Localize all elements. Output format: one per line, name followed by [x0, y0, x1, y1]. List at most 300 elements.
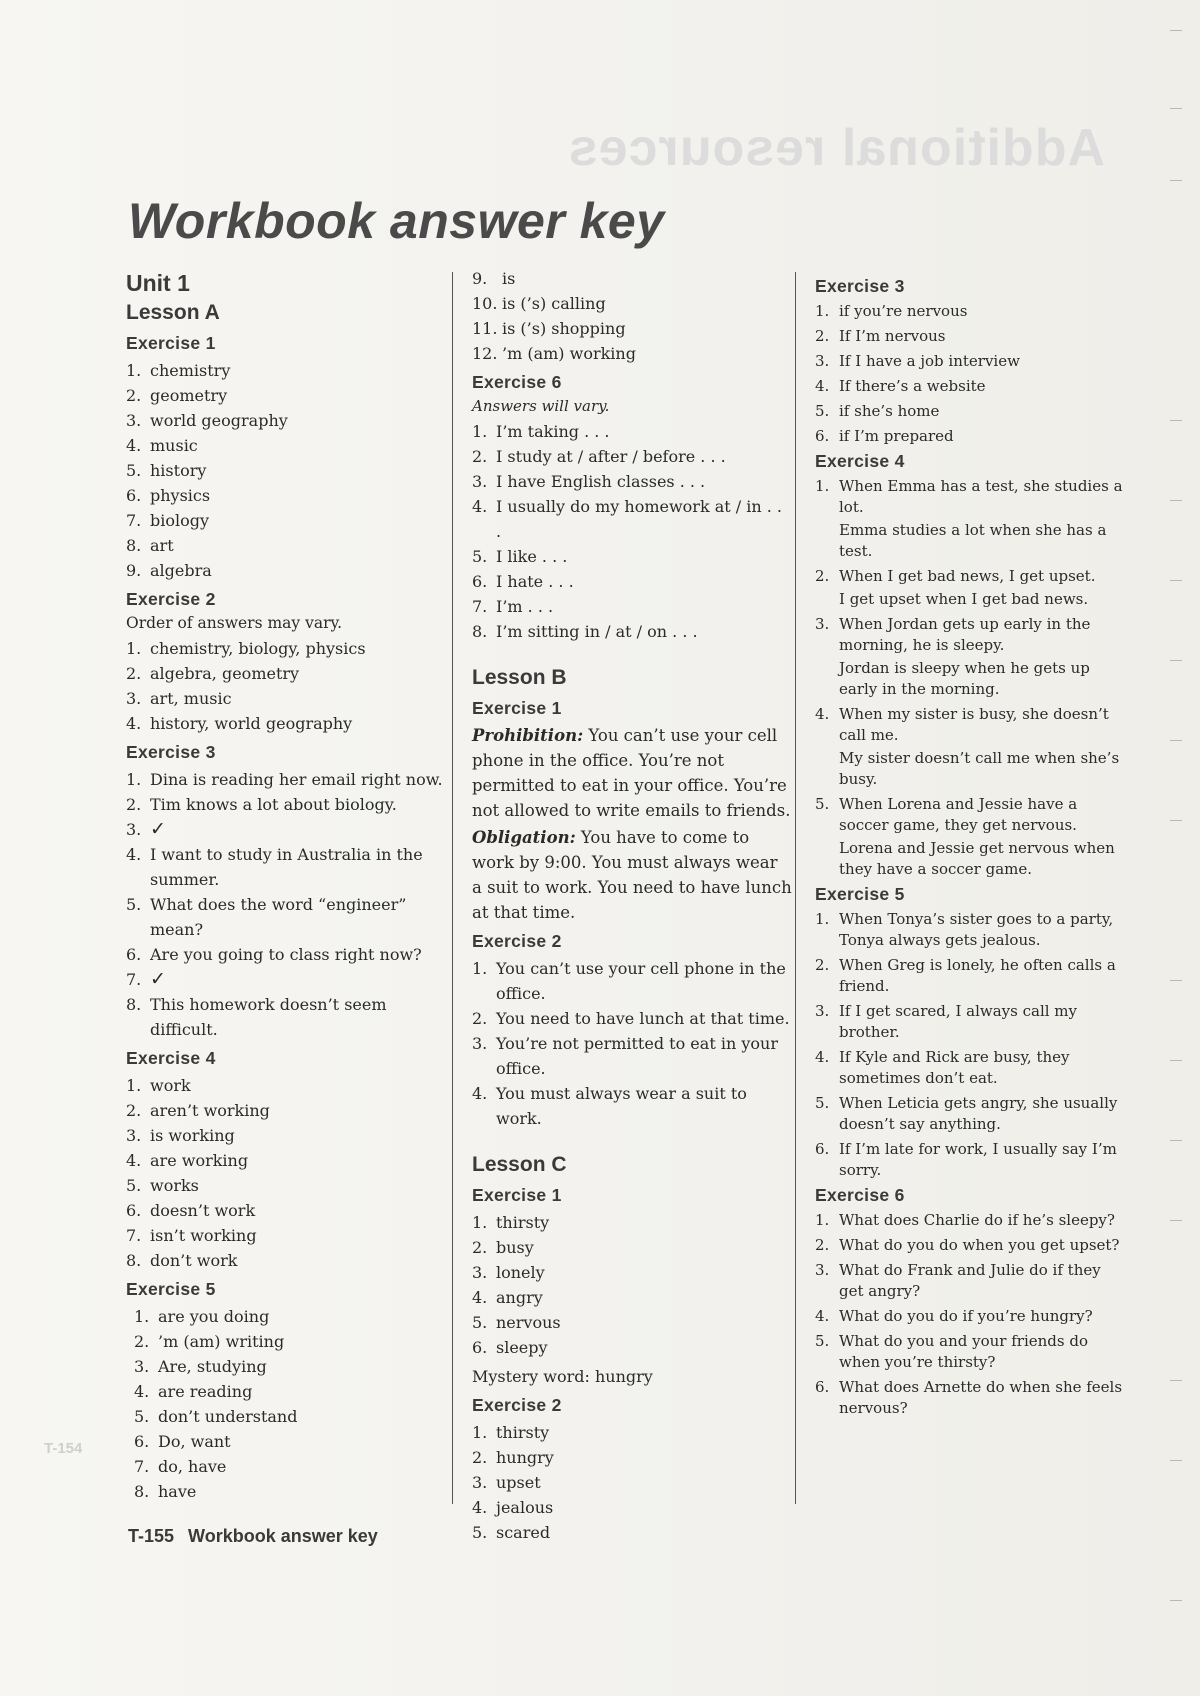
answer-number: 5. — [815, 402, 830, 420]
answer-text: chemistry — [150, 361, 231, 380]
answer-item — [472, 341, 792, 366]
answer-text: sleepy — [496, 1338, 548, 1357]
footer-label: Workbook answer key — [188, 1526, 378, 1546]
answer-item — [472, 1031, 792, 1081]
answer-number: 8. — [126, 1251, 142, 1270]
answer-text: When Emma has a test, she studies a lot. — [839, 477, 1123, 516]
answer-number: 1. — [126, 361, 142, 380]
answer-item — [815, 401, 1125, 422]
lesson-b-heading: Lesson B — [472, 666, 567, 689]
column-divider-1 — [452, 272, 453, 1504]
answer-number: 4. — [472, 1084, 488, 1103]
answer-text: don’t understand — [158, 1407, 298, 1426]
answer-item — [472, 494, 792, 544]
answer-item — [815, 1001, 1125, 1043]
answer-number: 3. — [472, 1263, 488, 1282]
show-through-title: Additional resources — [567, 119, 1105, 177]
answer-text: When Lorena and Jessie have a soccer game, they get nervous. — [839, 795, 1078, 834]
answer-number: 11. — [472, 319, 498, 338]
answer-item — [815, 476, 1125, 518]
answer-number: 2. — [126, 664, 142, 683]
answer-number: 2. — [472, 1448, 488, 1467]
answer-text: What do you do when you get upset? — [839, 1236, 1120, 1254]
answer-text: if she’s home — [839, 402, 940, 420]
answer-item — [126, 1098, 446, 1123]
answer-text: music — [150, 436, 198, 455]
answer-number: 3. — [126, 1126, 142, 1145]
answer-number: 3. — [126, 820, 142, 839]
answer-text: algebra, geometry — [150, 664, 300, 683]
answer-item — [126, 408, 446, 433]
lesson-c-exercise-2-heading: Exercise 2 — [472, 1395, 562, 1415]
answer-item — [472, 1235, 792, 1260]
answer-text: world geography — [150, 411, 288, 430]
answer-text: What do Frank and Julie do if they get angry? — [839, 1261, 1101, 1300]
answer-text: work — [150, 1076, 191, 1095]
answer-item — [815, 909, 1125, 951]
page-footer — [128, 1526, 378, 1547]
answer-text: This homework doesn’t seem difficult. — [150, 995, 387, 1039]
answer-item — [126, 358, 446, 383]
answer-text: When Tonya’s sister goes to a party, Tonya always gets jealous. — [839, 910, 1114, 949]
answer-number: 6. — [815, 1140, 830, 1158]
answer-number: 2. — [472, 1009, 488, 1028]
answer-item — [126, 458, 446, 483]
answer-number: 7. — [126, 511, 142, 530]
answer-item — [815, 614, 1125, 656]
answer-number: 4. — [472, 1288, 488, 1307]
answer-number: 4. — [815, 377, 830, 395]
answer-item — [815, 301, 1125, 322]
answer-item — [126, 1304, 446, 1329]
answer-text: physics — [150, 486, 211, 505]
answer-item — [815, 1306, 1125, 1327]
answer-item — [126, 842, 446, 892]
answer-item — [472, 594, 792, 619]
answer-text: biology — [150, 511, 210, 530]
answer-number: 3. — [472, 472, 488, 491]
answer-alternate — [815, 658, 1125, 700]
answer-text: doesn’t work — [150, 1201, 256, 1220]
answer-number: 8. — [134, 1482, 150, 1501]
answer-text: history — [150, 461, 207, 480]
lesson-b-exercise-1-heading: Exercise 1 — [472, 698, 562, 718]
answer-text: aren’t working — [150, 1101, 270, 1120]
answer-number: 5. — [815, 795, 830, 813]
answer-item — [126, 483, 446, 508]
answer-item — [126, 686, 446, 711]
answer-number: 6. — [472, 1338, 488, 1357]
answer-item — [815, 1139, 1125, 1181]
answer-item — [472, 544, 792, 569]
answer-item — [472, 1445, 792, 1470]
answer-alternate-text: I get upset when I get bad news. — [839, 590, 1089, 608]
answer-item — [815, 1093, 1125, 1135]
answer-number: 2. — [472, 447, 488, 466]
exercise-2-heading: Exercise 2 — [126, 589, 216, 609]
answer-item — [472, 419, 792, 444]
answer-text: scared — [496, 1523, 551, 1542]
answer-number: 2. — [134, 1332, 150, 1351]
answer-item — [126, 1379, 446, 1404]
checkmark-answer: ✓ — [150, 968, 166, 990]
answer-text: What does Charlie do if he’s sleepy? — [839, 1211, 1115, 1229]
exercise-1-answers — [126, 358, 446, 583]
answer-item — [126, 558, 446, 583]
column-1 — [126, 270, 446, 1508]
lesson-a-heading: Lesson A — [126, 301, 220, 324]
answer-item — [126, 1223, 446, 1248]
answer-text: I’m sitting in / at / on . . . — [496, 622, 698, 641]
answer-text: art, music — [150, 689, 232, 708]
page-title: Workbook answer key — [128, 193, 665, 249]
answer-number: 5. — [815, 1094, 830, 1112]
answer-alternate — [815, 838, 1125, 880]
lesson-c-exercise-5-answers — [815, 909, 1125, 1181]
answer-text: ’m (am) writing — [158, 1332, 285, 1351]
answer-number: 3. — [126, 411, 142, 430]
answer-text: are working — [150, 1151, 249, 1170]
answer-number: 1. — [815, 1211, 830, 1229]
answer-text: If there’s a website — [839, 377, 986, 395]
answer-item — [472, 1285, 792, 1310]
answer-number: 3. — [472, 1473, 488, 1492]
obligation-paragraph — [472, 825, 792, 925]
answer-text: I’m . . . — [496, 597, 554, 616]
answer-item — [815, 426, 1125, 447]
answer-number: 5. — [472, 547, 488, 566]
answer-number: 4. — [126, 714, 142, 733]
answer-text: If I’m nervous — [839, 327, 946, 345]
answer-number: 6. — [126, 945, 142, 964]
answer-number: 6. — [126, 1201, 142, 1220]
mystery-word: Mystery word: hungry — [472, 1367, 653, 1386]
answer-text: You’re not permitted to eat in your office. — [496, 1034, 778, 1078]
answer-item — [472, 444, 792, 469]
answer-text: art — [150, 536, 174, 555]
column-divider-2 — [795, 272, 796, 1504]
answer-alternate — [815, 589, 1125, 610]
answer-item — [126, 792, 446, 817]
answer-text: upset — [496, 1473, 541, 1492]
exercise-2-note: Order of answers may vary. — [126, 614, 343, 632]
exercise-6-heading: Exercise 6 — [472, 372, 562, 392]
answer-item — [815, 1047, 1125, 1089]
answer-item — [126, 636, 446, 661]
answer-item — [472, 956, 792, 1006]
answer-number: 1. — [815, 477, 830, 495]
answer-text: is (’s) calling — [502, 294, 606, 313]
answer-number: 9. — [472, 269, 488, 288]
answer-item — [472, 1520, 792, 1545]
answer-item — [815, 1377, 1125, 1419]
answer-text: chemistry, biology, physics — [150, 639, 366, 658]
answer-number: 3. — [134, 1357, 150, 1376]
answer-alternate-text: Lorena and Jessie get nervous when they have a soccer game. — [839, 839, 1115, 878]
answer-number: 4. — [472, 497, 488, 516]
exercise-3-answers — [126, 767, 446, 1042]
answer-item — [126, 767, 446, 792]
answer-text: You must always wear a suit to work. — [496, 1084, 747, 1128]
answer-number: 7. — [126, 970, 142, 989]
exercise-6-note: Answers will vary. — [472, 397, 610, 415]
answer-text: is working — [150, 1126, 235, 1145]
exercise-3-heading: Exercise 3 — [126, 742, 216, 762]
answer-text: thirsty — [496, 1213, 550, 1232]
answer-number: 5. — [126, 895, 142, 914]
answer-number: 2. — [126, 386, 142, 405]
answer-text: isn’t working — [150, 1226, 257, 1245]
lesson-c-exercise-1-answers — [472, 1210, 792, 1360]
lesson-c-exercise-1-heading: Exercise 1 — [472, 1185, 562, 1205]
exercise-1-heading: Exercise 1 — [126, 333, 216, 353]
answer-text: I have English classes . . . — [496, 472, 706, 491]
answer-text: history, world geography — [150, 714, 353, 733]
answer-number: 6. — [815, 1378, 830, 1396]
answer-item — [126, 892, 446, 942]
answer-item — [472, 619, 792, 644]
exercise-5-answers — [126, 1304, 446, 1504]
answer-number: 1. — [134, 1307, 150, 1326]
answer-text: Dina is reading her email right now. — [150, 770, 443, 789]
exercise-4-heading: Exercise 4 — [126, 1048, 216, 1068]
answer-number: 2. — [815, 1236, 830, 1254]
answer-item — [472, 1006, 792, 1031]
answer-number: 7. — [126, 1226, 142, 1245]
answer-alternate-text: Jordan is sleepy when he gets up early in the morning. — [839, 659, 1090, 698]
answer-text: lonely — [496, 1263, 545, 1282]
answer-number: 6. — [472, 572, 488, 591]
answer-text: I usually do my homework at / in . . . — [496, 497, 783, 541]
answer-item — [126, 1404, 446, 1429]
answer-text: When Greg is lonely, he often calls a friend. — [839, 956, 1116, 995]
lesson-c-heading: Lesson C — [472, 1153, 567, 1176]
answer-item — [815, 566, 1125, 587]
answer-text: if you’re nervous — [839, 302, 968, 320]
answer-item — [472, 569, 792, 594]
answer-item — [126, 1148, 446, 1173]
lesson-b-exercise-2-answers — [472, 956, 792, 1131]
answer-text: Do, want — [158, 1432, 231, 1451]
answer-item — [126, 533, 446, 558]
show-through-page-tag: T-154 — [44, 1440, 83, 1457]
answer-number: 10. — [472, 294, 498, 313]
answer-item — [126, 817, 446, 842]
prohibition-paragraph — [472, 723, 792, 823]
answer-number: 4. — [815, 1307, 830, 1325]
answer-number: 1. — [472, 959, 488, 978]
answer-number: 3. — [815, 352, 830, 370]
answer-item — [472, 316, 792, 341]
answer-text: geometry — [150, 386, 228, 405]
answer-item — [126, 1429, 446, 1454]
answer-item — [472, 1310, 792, 1335]
answer-item — [126, 1329, 446, 1354]
answer-item — [815, 326, 1125, 347]
exercise-5-heading: Exercise 5 — [126, 1279, 216, 1299]
answer-text: You can’t use your cell phone in the office. — [496, 959, 786, 1003]
answer-text: When I get bad news, I get upset. — [839, 567, 1096, 585]
answer-item — [126, 1454, 446, 1479]
answer-text: busy — [496, 1238, 534, 1257]
answer-number: 8. — [472, 622, 488, 641]
answer-text: angry — [496, 1288, 543, 1307]
answer-number: 5. — [472, 1523, 488, 1542]
answer-number: 6. — [815, 427, 830, 445]
prohibition-text: You can’t use your cell phone in the office. You’re not permitted to eat in your office. You’re not allowed to write emails to friends. — [472, 726, 791, 820]
answer-item — [815, 1210, 1125, 1231]
answer-number: 6. — [134, 1432, 150, 1451]
answer-item — [472, 1420, 792, 1445]
answer-number: 3. — [815, 1261, 830, 1279]
page-number: T-155 — [128, 1526, 175, 1546]
answer-text: have — [158, 1482, 197, 1501]
answer-text: Are you going to class right now? — [150, 945, 422, 964]
obligation-text: You have to come to work by 9:00. You must always wear a suit to work. You need to have lunch at that time. — [472, 828, 792, 922]
answer-number: 3. — [472, 1034, 488, 1053]
answer-number: 9. — [126, 561, 142, 580]
lesson-c-exercise-3-answers — [815, 301, 1125, 447]
answer-number: 2. — [815, 327, 830, 345]
answer-text: What does the word “engineer” mean? — [150, 895, 407, 939]
answer-text: When Leticia gets angry, she usually doesn’t say anything. — [839, 1094, 1118, 1133]
answer-item — [815, 1235, 1125, 1256]
exercise-2-answers — [126, 636, 446, 736]
answer-text: is (’s) shopping — [502, 319, 626, 338]
exercise-5-continued-answers — [472, 266, 792, 366]
lesson-c-exercise-6-answers — [815, 1210, 1125, 1419]
answer-text: I’m taking . . . — [496, 422, 610, 441]
answer-text: is — [502, 269, 516, 288]
answer-text: I study at / after / before . . . — [496, 447, 726, 466]
answer-item — [126, 1123, 446, 1148]
answer-number: 3. — [815, 615, 830, 633]
answer-text: If Kyle and Rick are busy, they sometimes don’t eat. — [839, 1048, 1070, 1087]
answer-item — [815, 704, 1125, 746]
answer-number: 8. — [126, 536, 142, 555]
answer-item — [472, 291, 792, 316]
lesson-c-exercise-2-answers — [472, 1420, 792, 1545]
answer-number: 2. — [126, 795, 142, 814]
checkmark-answer: ✓ — [150, 818, 166, 840]
answer-text: I like . . . — [496, 547, 568, 566]
answer-number: 5. — [126, 1176, 142, 1195]
answer-item — [472, 1081, 792, 1131]
answer-item — [126, 992, 446, 1042]
answer-item — [472, 1470, 792, 1495]
answer-number: 2. — [815, 956, 830, 974]
answer-number: 8. — [126, 995, 142, 1014]
answer-item — [472, 1495, 792, 1520]
lesson-b-exercise-2-heading: Exercise 2 — [472, 931, 562, 951]
answer-text: ’m (am) working — [502, 344, 636, 363]
answer-item — [126, 711, 446, 736]
answer-item — [126, 1479, 446, 1504]
answer-item — [815, 376, 1125, 397]
answer-number: 1. — [815, 302, 830, 320]
answer-item — [472, 469, 792, 494]
answer-text: works — [150, 1176, 199, 1195]
answer-number: 5. — [126, 461, 142, 480]
answer-text: Are, studying — [158, 1357, 267, 1376]
answer-text: I hate . . . — [496, 572, 574, 591]
answer-number: 1. — [472, 1423, 488, 1442]
answer-item — [126, 1354, 446, 1379]
answer-alternate-text: My sister doesn’t call me when she’s busy. — [839, 749, 1120, 788]
answer-text: What do you and your friends do when you’re thirsty? — [839, 1332, 1088, 1371]
answer-number: 2. — [126, 1101, 142, 1120]
answer-text: You need to have lunch at that time. — [496, 1009, 790, 1028]
answer-number: 2. — [815, 567, 830, 585]
answer-number: 1. — [126, 639, 142, 658]
answer-text: What do you do if you’re hungry? — [839, 1307, 1093, 1325]
answer-item — [126, 661, 446, 686]
answer-text: If I’m late for work, I usually say I’m sorry. — [839, 1140, 1117, 1179]
answer-number: 1. — [126, 1076, 142, 1095]
answer-number: 3. — [815, 1002, 830, 1020]
answer-alternate — [815, 748, 1125, 790]
lesson-c-exercise-4-answers — [815, 476, 1125, 880]
answer-text: algebra — [150, 561, 212, 580]
answer-number: 4. — [126, 845, 142, 864]
answer-number: 4. — [815, 705, 830, 723]
answer-text: If I get scared, I always call my brother. — [839, 1002, 1078, 1041]
answer-item — [126, 1248, 446, 1273]
answer-item — [815, 794, 1125, 836]
answer-text: do, have — [158, 1457, 227, 1476]
answer-text: jealous — [496, 1498, 554, 1517]
answer-text: Tim knows a lot about biology. — [150, 795, 397, 814]
answer-text: don’t work — [150, 1251, 238, 1270]
answer-item — [472, 266, 792, 291]
answer-text: If I have a job interview — [839, 352, 1020, 370]
answer-number: 5. — [134, 1407, 150, 1426]
lesson-c-exercise-5-heading: Exercise 5 — [815, 884, 905, 904]
lesson-c-exercise-6-heading: Exercise 6 — [815, 1185, 905, 1205]
answer-number: 5. — [472, 1313, 488, 1332]
answer-text: When Jordan gets up early in the morning, he is sleepy. — [839, 615, 1091, 654]
answer-text: are you doing — [158, 1307, 270, 1326]
answer-number: 12. — [472, 344, 498, 363]
answer-text: thirsty — [496, 1423, 550, 1442]
answer-number: 5. — [815, 1332, 830, 1350]
answer-number: 1. — [472, 422, 488, 441]
answer-text: I want to study in Australia in the summer. — [150, 845, 423, 889]
answer-number: 4. — [126, 436, 142, 455]
answer-item — [126, 1173, 446, 1198]
answer-number: 4. — [815, 1048, 830, 1066]
answer-number: 7. — [472, 597, 488, 616]
answer-number: 3. — [126, 689, 142, 708]
answer-item — [815, 955, 1125, 997]
answer-item — [815, 1260, 1125, 1302]
answer-number: 7. — [134, 1457, 150, 1476]
answer-item — [472, 1260, 792, 1285]
answer-number: 1. — [126, 770, 142, 789]
prohibition-label: Prohibition: — [472, 726, 584, 745]
answer-alternate — [815, 520, 1125, 562]
column-2 — [472, 266, 792, 1549]
lesson-c-exercise-4-heading: Exercise 4 — [815, 451, 905, 471]
exercise-6-answers — [472, 419, 792, 644]
answer-item — [126, 433, 446, 458]
answer-item — [126, 942, 446, 967]
answer-number: 4. — [126, 1151, 142, 1170]
answer-item — [126, 508, 446, 533]
exercise-4-answers — [126, 1073, 446, 1273]
answer-item — [126, 967, 446, 992]
answer-number: 6. — [126, 486, 142, 505]
